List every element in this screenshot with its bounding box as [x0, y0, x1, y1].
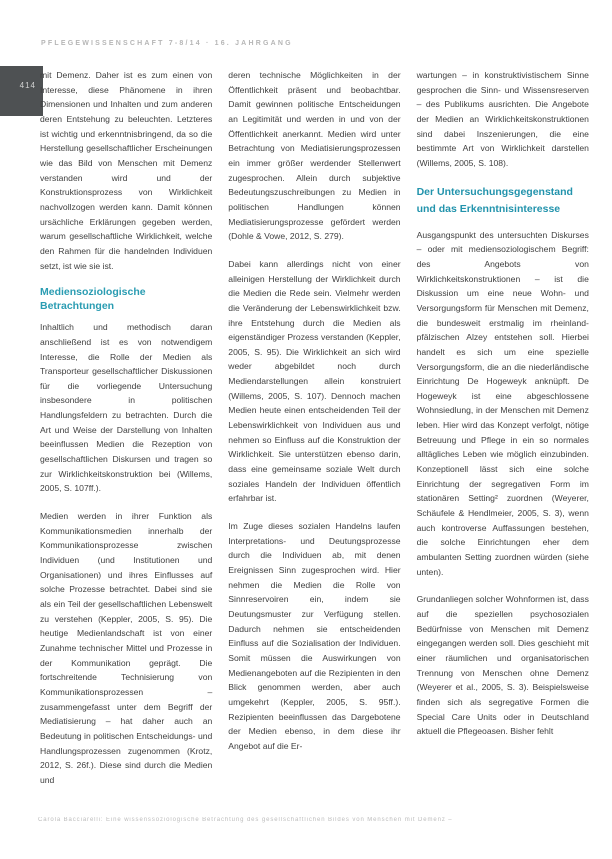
body-paragraph: Ausgangspunkt des untersuchten Diskurses – oder mit mediensoziologischem Begriff: des Angebots von Wirklichkeitskonstruktionen – ist die Diskussion um eine neue Wohn- und Versorgungsform für Menschen mit Demenz, die bundesweit erstmalig im rheinland-pfälzischen Alzey entstehen soll. Hierbei handelt es sich um eine spezielle Versorgungsform, die an die niederländische Einrichtung De Hogeweyk anknüpft. De Hogeweyk ist eine abgeschlossene Wohnsiedlung, in der Menschen mit Demenz leben. Hier wird das Konzept verfolgt, nötige Betreuung und Pflege in ein so normales alltägliches Leben wie möglich einzubinden. Konzeptionell lässt sich eine solche Einrichtung der segregativen Form im stationären Setting² zuordnen (Weyerer, Schäufele & Hendlmeier, 2005, S. 3), wenn auch kontroverse Auffassungen bestehen, die solche Einrichtungen eher dem ambulanten Setting zuordnen würden (siehe unten).	[416, 229, 589, 577]
journal-header: PFLEGEWISSENSCHAFT 7-8/14 · 16. JAHRGANG	[41, 40, 293, 47]
footer-citation: Carola Bacciarelli: Eine wissenssoziologische Betrachtung des gesellschaftlichen Bildes von Menschen mit Demenz –	[38, 817, 453, 823]
body-paragraph: Grundanliegen solcher Wohnformen ist, dass auf die speziellen psychosozialen Bedürfnisse von Menschen mit Demenz eingegangen werden soll. Dies geschieht mit einer räumlichen und organisatorischen Trennung von Menschen ohne Demenz (Weyerer et al., 2005, S. 3). Beispielsweise finden sich als segregative Formen die Special Care Units oder in Deutschland aktuell die Pflegeoasen. Bisher fehlt	[416, 594, 589, 737]
body-paragraph: Inhaltlich und methodisch daran anschließend ist es von notwendigem Interesse, die Rolle der Medien als Transporteur gesellschaftlicher Diskussionen für die vorliegende Untersuchung insbesondere in politischen Handlungsfeldern zu betrachten. Durch die Art und Weise der Darstellung von Inhalten beeinflussen Medien die Rezeption von gesellschaftlichen Diskursen und tragen so zur Wirklichkeitskonstruktion bei (Willems, 2005, S. 107ff.).	[40, 322, 213, 494]
body-paragraph: wartungen – in konstruktivistischem Sinne gesprochen die Sinn- und Wissensreserven – des Publikums ausrichten. Die Angebote der Medien an Wirklichkeitskonstruktionen sind dabei Inszenierungen, die eine bestimmte Art von Wirklichkeit darstellen (Willems, 2005, S. 108).	[416, 70, 589, 168]
page-number: 414	[19, 81, 36, 90]
column-2	[228, 68, 400, 801]
column-1	[40, 68, 212, 801]
article-columns	[40, 68, 589, 801]
body-paragraph: mit Demenz. Daher ist es zum einen von Interesse, diese Phänomene in ihren Dimensionen und Inhalten und zum anderen deren Entstehung zu beleuchten. Letzteres ist wichtig und erkenntnisbringend, da so die Herstellung gesellschaftlicher Erscheinungen wie das Bild von Menschen mit Demenz verstanden wird und der Konstruktionsprozess von Wirklichkeit nachvollzogen werden kann. Damit können ursächliche Erklärungen gegeben werden, warum gesellschaftliche Wirklichkeit, welche den Rahmen für die handelnden Individuen setzt, ist wie sie ist.	[40, 70, 213, 271]
section-heading-untersuchungsgegenstand: Der Untersuchungsgegenstand und das Erkenntnisinteresse	[416, 185, 573, 215]
body-paragraph: Im Zuge dieses sozialen Handelns laufen Interpretations- und Deutungsprozesse durch die Individuen ab, mit denen Ereignissen Sinn zugesprochen wird. Hier nehmen die Medien die Rolle von Sinnreservoiren ein, indem sie Deutungsmuster zur Verfügung stellen. Dadurch nehmen sie entscheidenden Einfluss auf die Sozialisation der Individuen. Somit müssen die Auswirkungen von Medienangeboten auf die Rezipienten in den Blick genommen werden, aber auch umgekehrt (Keppler, 2005, S. 95ff.). Rezipienten beeinflussen das Dargebotene der Medien ebenso, in dem diese ihr Angebot auf die Er-	[228, 521, 401, 751]
section-heading-mediensoziologische-betrachtungen: Mediensoziologische Betrachtungen	[40, 286, 146, 312]
body-paragraph: deren technische Möglichkeiten in der Öffentlichkeit präsent und beobachtbar. Damit gewinnen politische Entscheidungen an Legitimität und werden in und von der Öffentlichkeit anerkannt. Medien wird unter Betrachtung von Mediatisierungsprozessen ein immer größer werdender Stellenwert zugesprochen. Allein durch subjektive Bedeutungszuschreibungen zu Medien in politischen Handlungen können Mediatisierungsprozesse gefördert werden (Dohle & Vowe, 2012, S. 279).	[228, 70, 401, 242]
page-number-tab	[0, 66, 43, 116]
body-paragraph: Dabei kann allerdings nicht von einer alleinigen Herstellung der Wirklichkeit durch die Medien die Rede sein. Vielmehr werden die Veränderung der Lebenswirklichkeit bzw. ihre Entstehung durch die Medien als eigenständiger Prozess verstanden (Keppler, 2005, S. 95). Die Wirklichkeit an sich wird weder abgebildet noch durch Mediendarstellungen allein konstruiert (Willems, 2005, S. 107). Dennoch machen Medien heute einen entscheidenden Teil der Lebenswirklichkeit von Individuen aus und nehmen so Einfluss auf die Konstruktion der Wirklichkeit. Sie unterstützen ebenso darin, dass eine gemeinsame soziale Welt durch soziales Handeln der Individuen öffentlich erfahrbar ist.	[228, 258, 401, 504]
body-paragraph: Medien werden in ihrer Funktion als Kommunikationsmedien innerhalb der Kommunikationsprozesse zwischen Individuen (und Institutionen und Organisationen) und ihres Einflusses auf solche Prozesse betrachtet. Dabei sind sie als ein Teil der gesellschaftlichen Lebenswelt zu verstehen (Keppler, 2005, S. 95). Die heutige Medienlandschaft ist von einer Zunahme technischer Mittel und Prozesse in der Kommunikation geprägt. Die fortschreitende Technisierung von Kommunikationsprozessen – zusammengefasst unter dem Begriff der Mediatisierung – hat daher auch an Bedeutung in politischen Entscheidungs- und Handlungsprozessen zugenommen (Krotz, 2012, S. 26f.). Diese sind durch die Medien und	[40, 511, 213, 785]
column-3	[417, 68, 589, 801]
